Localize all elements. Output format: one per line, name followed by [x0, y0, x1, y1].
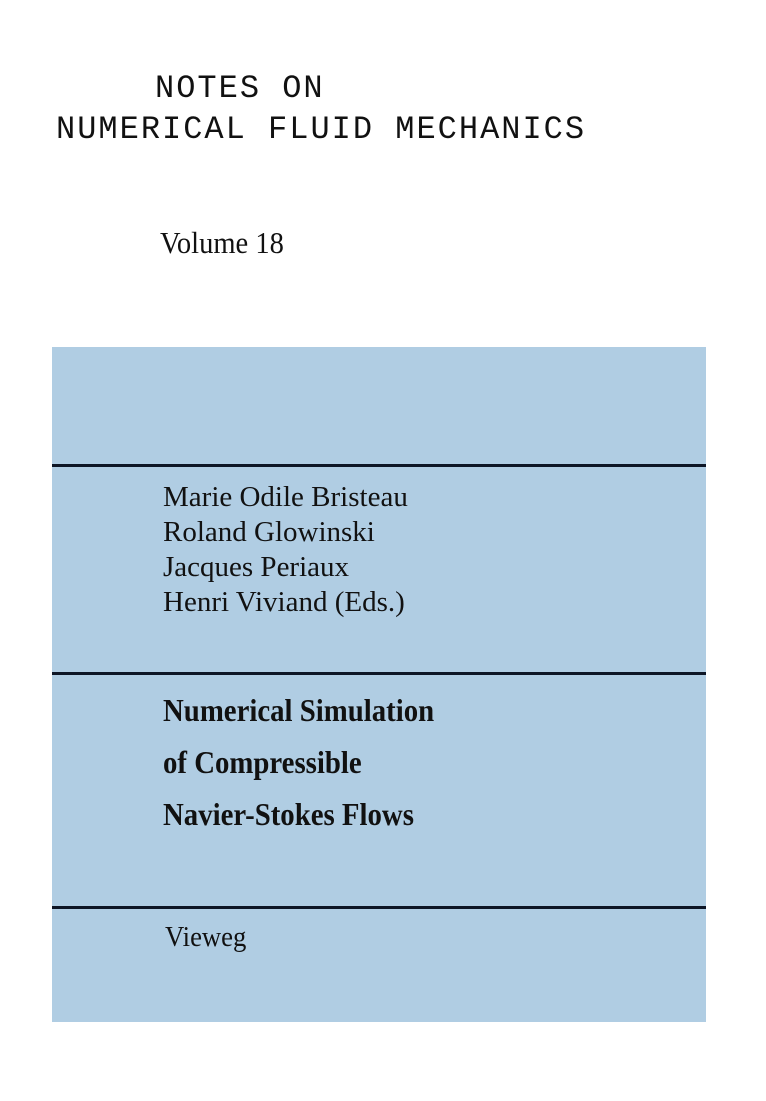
editor-name: Jacques Periaux — [163, 551, 350, 583]
divider-rule-bottom — [52, 906, 706, 909]
editors-list — [163, 480, 408, 620]
editor-name: Marie Odile Bristeau — [163, 481, 408, 513]
publisher-name: Vieweg — [165, 921, 247, 953]
editor-name: Henri Viviand (Eds.) — [163, 586, 405, 618]
book-title-line: Numerical Simulation — [163, 692, 435, 728]
divider-rule-top — [52, 464, 706, 467]
series-title-line-1: NOTES ON — [155, 70, 325, 107]
series-title-line-2: NUMERICAL FLUID MECHANICS — [56, 111, 587, 148]
editor-name: Roland Glowinski — [163, 516, 375, 548]
volume-number: Volume 18 — [160, 225, 284, 260]
book-title — [163, 684, 434, 840]
book-title-line: Navier-Stokes Flows — [163, 796, 414, 832]
divider-rule-middle — [52, 672, 706, 675]
book-title-line: of Compressible — [163, 744, 362, 780]
